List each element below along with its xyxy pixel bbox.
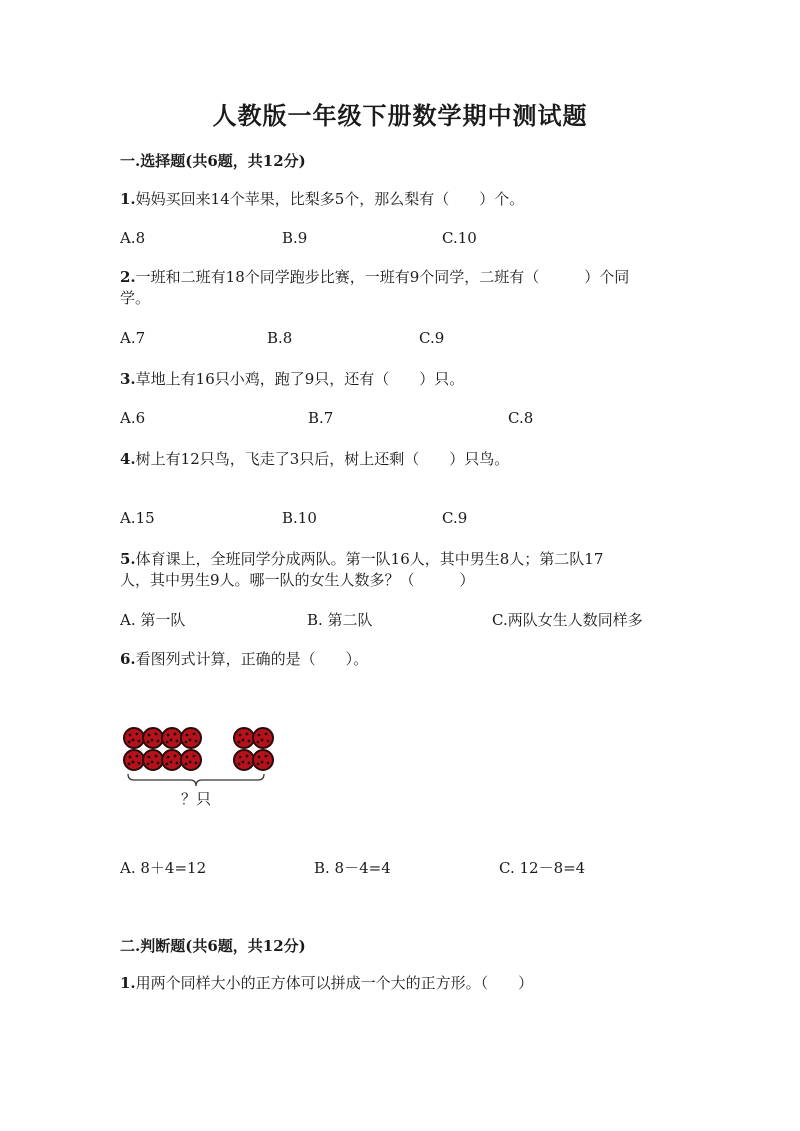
option-c[interactable]: C. 12－8=4	[499, 859, 586, 877]
question-text: 树上有12只鸟，飞走了3只后，树上还剩（ ）只鸟。	[135, 450, 510, 468]
fruit-figure	[118, 724, 288, 814]
question-text-line1: 体育课上，全班同学分成两队。第一队16人，其中男生8人；第二队17	[135, 550, 604, 568]
option-c[interactable]: C.10	[442, 229, 477, 247]
option-c[interactable]: C.9	[442, 509, 468, 527]
brace	[128, 774, 264, 786]
question-5-line2: 人，其中男生9人。哪一队的女生人数多？（ ）	[120, 571, 475, 589]
question-text-line1: 一班和二班有18个同学跑步比赛，一班有9个同学，二班有（ ）个同	[135, 268, 630, 286]
question-1	[120, 188, 524, 210]
option-a[interactable]: A. 8＋4=12	[120, 859, 207, 877]
question-text: 草地上有16只小鸡，跑了9只，还有（ ）只。	[135, 370, 465, 388]
option-a[interactable]: A.15	[120, 509, 155, 527]
question-text: 看图列式计算，正确的是（ ）。	[135, 650, 369, 668]
option-a[interactable]: A.7	[120, 329, 146, 347]
fruit-icon	[181, 728, 201, 748]
option-b[interactable]: B.8	[267, 329, 293, 347]
fruit-icon	[124, 750, 144, 770]
fruit-icon	[143, 728, 163, 748]
option-c[interactable]: C.8	[508, 409, 534, 427]
question-number: 4.	[120, 450, 136, 468]
question-2	[120, 266, 629, 288]
fruit-icon	[162, 728, 182, 748]
question-number: 6.	[120, 650, 136, 668]
fruit-icon	[143, 750, 163, 770]
fruit-icon	[162, 750, 182, 770]
option-b[interactable]: B. 第二队	[307, 611, 373, 629]
option-a[interactable]: A.6	[120, 409, 146, 427]
section-heading-judgement: 二.判断题(共6题，共12分)	[120, 937, 306, 955]
page-title: 人教版一年级下册数学期中测试题	[212, 101, 588, 130]
question-number: 5.	[120, 550, 136, 568]
question-3	[120, 368, 464, 390]
option-a[interactable]: A.8	[120, 229, 146, 247]
option-c[interactable]: C.9	[419, 329, 445, 347]
fruit-icon	[181, 750, 201, 770]
question-text: 妈妈买回来14个苹果，比梨多5个，那么梨有（ ）个。	[135, 190, 525, 208]
section-heading-choice: 一.选择题(共6题，共12分)	[120, 152, 306, 170]
fruit-icon	[234, 728, 254, 748]
fruit-icon	[234, 750, 254, 770]
question-6	[120, 648, 368, 670]
fruit-icon	[124, 728, 144, 748]
option-b[interactable]: B.10	[282, 509, 317, 527]
fruit-icon	[253, 750, 273, 770]
option-b[interactable]: B. 8－4=4	[314, 859, 391, 877]
figure-caption: ？只	[180, 790, 212, 808]
question-text: 用两个同样大小的正方体可以拼成一个大的正方形。（ ）	[135, 974, 534, 992]
question-5	[120, 548, 603, 570]
judgement-question-1	[120, 972, 533, 994]
question-number: 1.	[120, 974, 136, 992]
option-b[interactable]: B.7	[308, 409, 334, 427]
question-number: 3.	[120, 370, 136, 388]
option-a[interactable]: A. 第一队	[120, 611, 186, 629]
fruit-illustration	[118, 724, 288, 814]
question-number: 2.	[120, 268, 136, 286]
fruit-icon	[253, 728, 273, 748]
option-c[interactable]: C.两队女生人数同样多	[492, 611, 643, 629]
question-number: 1.	[120, 190, 136, 208]
option-b[interactable]: B.9	[282, 229, 308, 247]
question-4	[120, 448, 509, 470]
question-2-line2: 学。	[120, 289, 151, 307]
